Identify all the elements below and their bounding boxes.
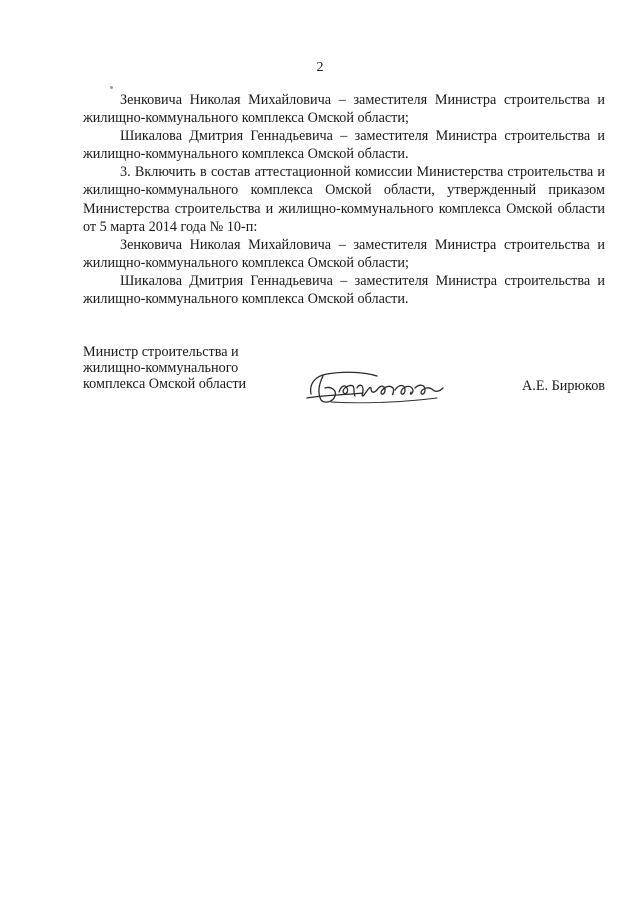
signatory-title-line: жилищно-коммунального [83, 360, 239, 376]
signatory-title-line: комплекса Омской области [83, 376, 247, 392]
scan-artifact [110, 86, 113, 89]
paragraph-item-3: 3. Включить в состав аттестационной комиссии Министерства строительства и жилищно-коммунального комплекса Омской области, утвержденный приказом Министерства строительства и жилищно-коммунального комплекса Омской области от 5 марта 2014 года № 10-п: [83, 164, 605, 235]
page-number: 2 [316, 60, 324, 75]
paragraph-shikalov-1: Шикалова Дмитрия Геннадьевича – заместителя Министра строительства и жилищно-коммунального комплекса Омской области. [83, 128, 605, 163]
signatory-name: А.Е. Бирюков [522, 378, 605, 394]
paragraph-shikalov-2: Шикалова Дмитрия Геннадьевича – заместителя Министра строительства и жилищно-коммунального комплекса Омской области. [83, 272, 605, 308]
signatory-title-line: Министр строительства и [83, 344, 239, 360]
document-body [83, 91, 605, 308]
signature-block [83, 344, 605, 414]
paragraph-zenkovich-1: Зенковича Николая Михайловича – заместителя Министра строительства и жилищно-коммунального комплекса Омской области; [83, 92, 605, 127]
signatory-title [83, 344, 283, 392]
handwritten-signature [305, 362, 455, 406]
paragraph-zenkovich-2: Зенковича Николая Михайловича – заместителя Министра строительства и жилищно-коммунального комплекса Омской области; [83, 236, 605, 271]
